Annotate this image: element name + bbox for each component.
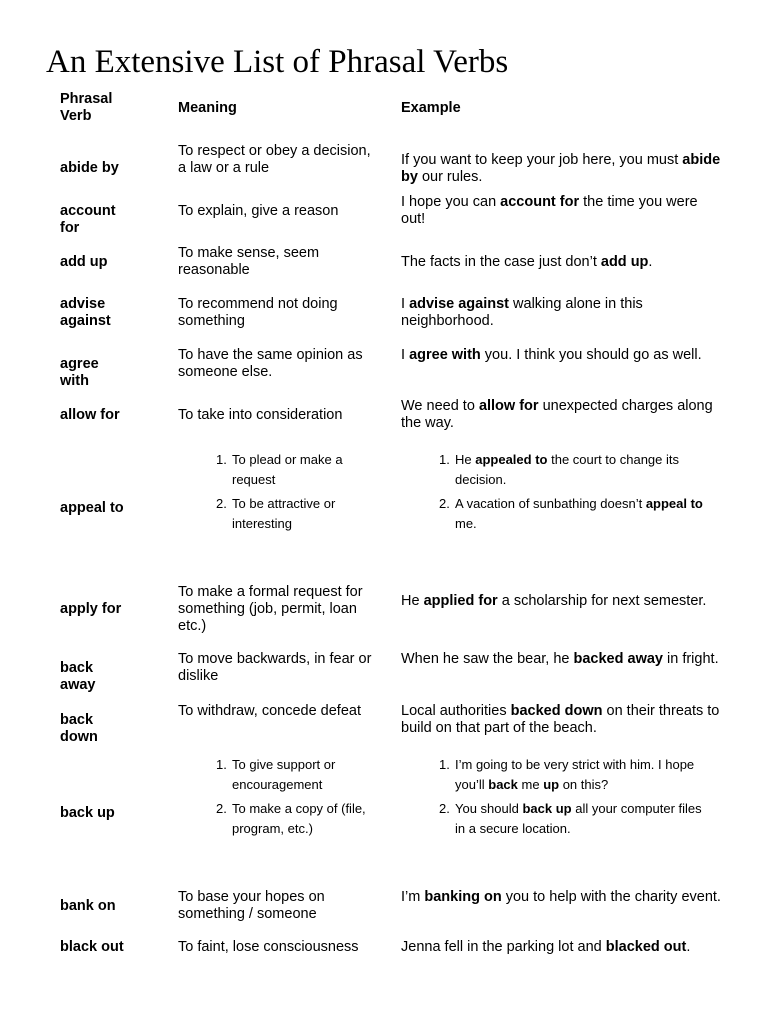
header-meaning: Meaning xyxy=(178,100,237,116)
meaning-cell: To have the same opinion as someone else. xyxy=(178,347,363,380)
example-text: A vacation of sunbathing doesn’t xyxy=(455,496,646,511)
example-text: Local authorities xyxy=(401,703,511,719)
example-cell xyxy=(401,152,721,186)
example-text: I xyxy=(401,296,410,312)
phrasal-verb-highlight: appeal to xyxy=(645,496,703,511)
meaning-cell: To take into consideration xyxy=(178,407,343,423)
meaning-cell: To make sense, seem reasonable xyxy=(178,245,320,278)
meaning-cell: To move backwards, in fear or dislike xyxy=(178,651,372,684)
example-text: you. I think you should go as well. xyxy=(480,347,702,363)
phrasal-verb-highlight: blacked out xyxy=(605,939,687,955)
example-text: in fright. xyxy=(662,651,719,667)
example-cell xyxy=(401,347,721,364)
example-list xyxy=(439,450,704,534)
example-cell xyxy=(401,939,721,956)
example-text: I’m going to be very strict with him. I hope you’ll xyxy=(455,757,695,792)
list-item: To give support or encouragement xyxy=(232,757,336,792)
page-title: An Extensive List of Phrasal Verbs xyxy=(46,44,509,80)
verb-cell: advise against xyxy=(60,296,111,329)
verb-cell: allow for xyxy=(60,407,120,423)
list-item xyxy=(439,799,704,839)
meaning-cell: To faint, lose consciousness xyxy=(178,939,359,955)
meaning-cell: To recommend not doing something xyxy=(178,296,338,329)
phrasal-verb-highlight: banking on xyxy=(424,889,502,905)
example-cell xyxy=(401,651,721,668)
example-text: . xyxy=(686,939,691,955)
example-text: the court to change its decision. xyxy=(455,452,680,487)
list-item xyxy=(439,494,704,534)
verb-cell: agree with xyxy=(60,356,99,389)
example-text: I xyxy=(401,347,410,363)
example-cell xyxy=(401,194,721,228)
example-text: Jenna fell in the parking lot and xyxy=(401,939,606,955)
example-cell xyxy=(401,296,721,330)
meaning-cell xyxy=(216,450,366,538)
verb-cell: bank on xyxy=(60,898,116,914)
example-text: If you want to keep your job here, you must xyxy=(401,152,683,168)
example-text: walking alone in this neighborhood. xyxy=(401,296,643,329)
example-text: We need to xyxy=(401,398,479,414)
verb-cell: back away xyxy=(60,660,96,693)
list-item xyxy=(439,450,704,490)
example-text: I hope you can xyxy=(401,194,501,210)
example-text: on this? xyxy=(559,777,609,792)
meaning-cell: To make a formal request for something (job, permit, loan etc.) xyxy=(178,584,363,634)
example-text: all your computer files in a secure location. xyxy=(455,801,702,836)
meaning-cell xyxy=(216,755,366,843)
verb-cell: add up xyxy=(60,254,108,270)
phrasal-verb-highlight: backed away xyxy=(573,651,663,667)
example-cell xyxy=(401,889,721,906)
verb-cell: back up xyxy=(60,805,115,821)
verb-cell: black out xyxy=(60,939,124,955)
example-text: me. xyxy=(455,516,477,531)
example-text: me xyxy=(517,777,544,792)
list-item: To plead or make a request xyxy=(232,452,343,487)
phrasal-verb-highlight: advise against xyxy=(409,296,509,312)
phrasal-verb-highlight: add up xyxy=(600,254,649,270)
example-list xyxy=(439,755,704,839)
phrasal-verb-highlight: abide by xyxy=(401,152,721,185)
example-text: a scholarship for next semester. xyxy=(497,593,707,609)
example-text: our rules. xyxy=(417,169,483,185)
verb-cell: abide by xyxy=(60,160,119,176)
meaning-cell: To respect or obey a decision, a law or a rule xyxy=(178,143,371,176)
meaning-list xyxy=(216,450,366,534)
phrasal-verb-highlight: up xyxy=(543,777,560,792)
example-cell xyxy=(401,254,721,271)
meaning-cell: To withdraw, concede defeat xyxy=(178,703,361,719)
verb-cell: apply for xyxy=(60,601,122,617)
example-text: you to help with the charity event. xyxy=(501,889,721,905)
phrasal-verb-highlight: allow for xyxy=(478,398,539,414)
example-text: on their threats to build on that part of the beach. xyxy=(401,703,720,736)
meaning-cell: To base your hopes on something / someone xyxy=(178,889,325,922)
example-text: . xyxy=(648,254,653,270)
phrasal-verb-highlight: applied for xyxy=(423,593,498,609)
example-cell xyxy=(439,450,704,538)
example-text: The facts in the case just don’t xyxy=(401,254,601,270)
phrasal-verb-highlight: agree with xyxy=(409,347,481,363)
phrasal-verb-highlight: account for xyxy=(500,194,580,210)
verb-cell: appeal to xyxy=(60,500,124,516)
phrasal-verb-highlight: back up xyxy=(522,801,572,816)
verb-cell: back down xyxy=(60,712,98,745)
phrasal-verb-highlight: back xyxy=(488,777,518,792)
example-text: the time you were out! xyxy=(401,194,698,227)
example-cell xyxy=(401,703,721,737)
example-cell xyxy=(401,398,721,432)
example-cell xyxy=(401,593,721,610)
meaning-list xyxy=(216,755,366,839)
header-example: Example xyxy=(401,100,461,116)
list-item: To make a copy of (file, program, etc.) xyxy=(232,801,366,836)
example-text: I’m xyxy=(401,889,425,905)
example-text: unexpected charges along the way. xyxy=(401,398,713,431)
example-text: He xyxy=(455,452,476,467)
verb-cell: account for xyxy=(60,203,116,236)
example-cell xyxy=(439,755,704,843)
example-text: He xyxy=(401,593,424,609)
example-text: You should xyxy=(455,801,523,816)
example-text: When he saw the bear, he xyxy=(401,651,574,667)
meaning-cell: To explain, give a reason xyxy=(178,203,339,219)
list-item xyxy=(439,755,704,795)
phrasal-verb-highlight: appealed to xyxy=(475,452,548,467)
list-item: To be attractive or interesting xyxy=(232,496,336,531)
header-verb: Phrasal Verb xyxy=(60,91,113,124)
phrasal-verb-highlight: backed down xyxy=(510,703,603,719)
